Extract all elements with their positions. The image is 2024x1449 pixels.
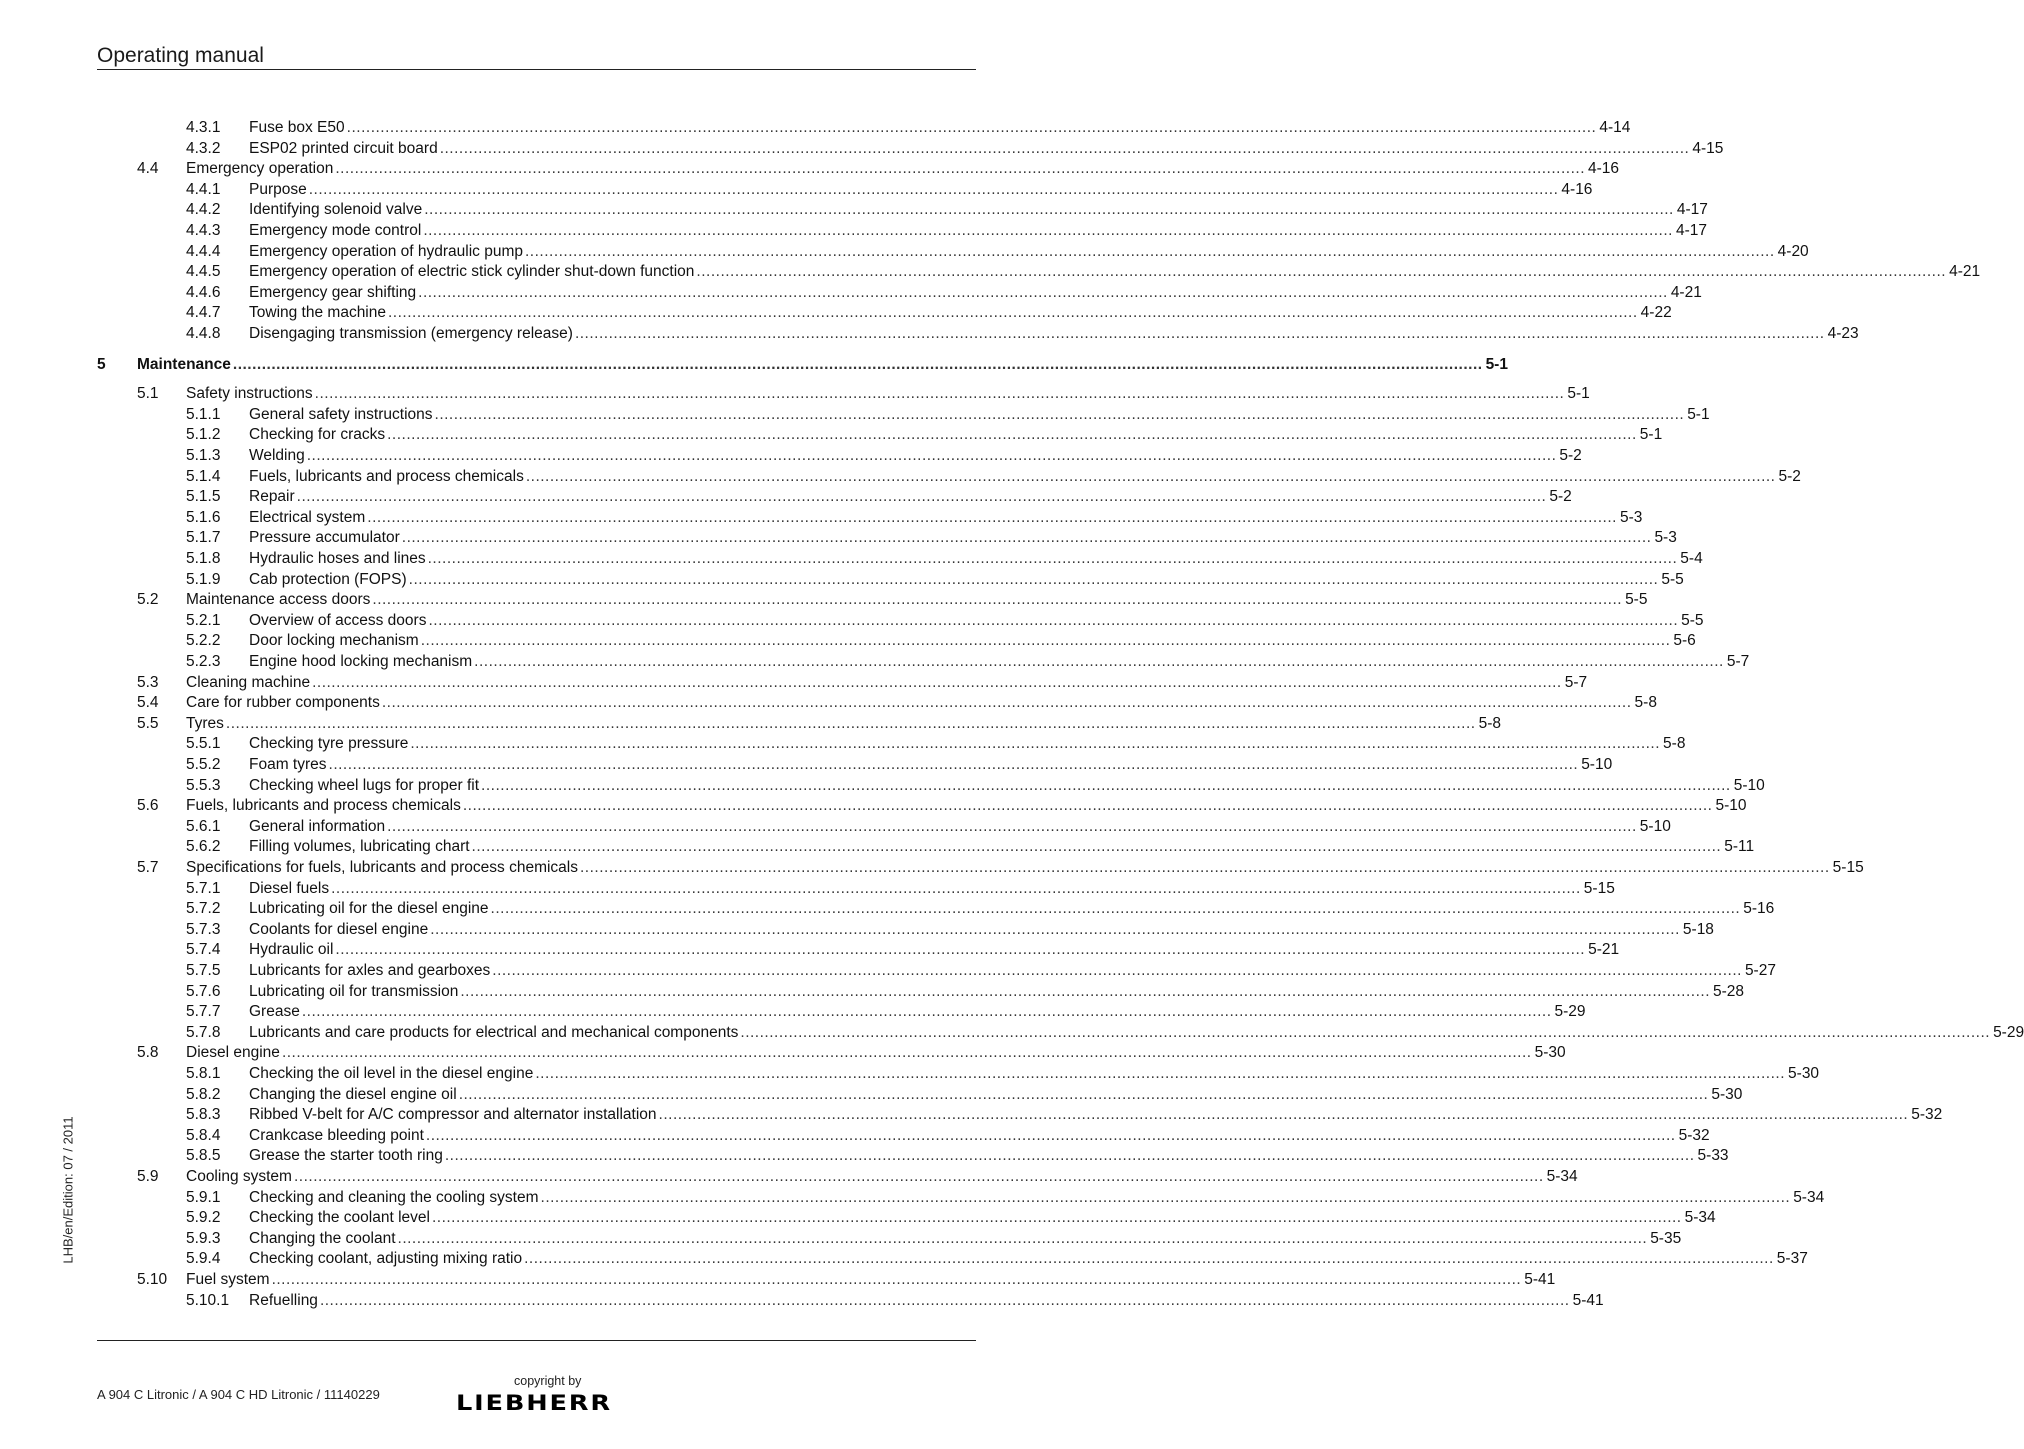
toc-subsection-entry	[0, 652, 1750, 672]
toc-dot-leader: ....................................................................................................................................................................................................................................................................	[580, 859, 1830, 876]
toc-entry-title: Lubricating oil for transmission	[249, 982, 459, 1000]
toc-entry-title: Emergency operation of electric stick cylinder shut-down function	[249, 263, 695, 281]
toc-entry-page: 5-3	[1654, 529, 1677, 547]
toc-section-entry	[0, 1167, 1578, 1187]
toc-dot-leader: ....................................................................................................................................................................................................................................................................	[418, 283, 1668, 301]
toc-subsection-entry	[0, 734, 1686, 754]
toc-subsection-entry	[0, 1105, 1943, 1125]
toc-section-entry	[0, 693, 1657, 713]
toc-entry-number: 5.6.2	[186, 838, 221, 856]
toc-dot-leader: ....................................................................................................................................................................................................................................................................	[423, 222, 1673, 239]
toc-subsection-entry	[0, 961, 1776, 981]
toc-entry-number: 5.1.6	[186, 508, 221, 526]
toc-subsection-entry	[0, 180, 1593, 200]
toc-subsection-entry	[0, 982, 1745, 1002]
toc-dot-leader: ....................................................................................................................................................................................................................................................................	[314, 385, 1565, 403]
toc-entry-number: 5.8.4	[186, 1126, 221, 1144]
toc-dot-leader: ....................................................................................................................................................................................................................................................................	[439, 139, 1690, 157]
toc-entry-title: Crankcase bleeding point	[249, 1126, 424, 1144]
toc-dot-leader: ....................................................................................................................................................................................................................................................................	[425, 1126, 1676, 1144]
toc-subsection-entry	[0, 405, 1710, 425]
toc-entry-title: Hydraulic hoses and lines	[249, 550, 426, 567]
toc-entry-title: Emergency mode control	[249, 222, 422, 239]
toc-entry-page: 5-34	[1546, 1168, 1578, 1185]
toc-section-entry	[0, 714, 1501, 734]
toc-entry-title: General safety instructions	[249, 405, 433, 423]
toc-entry-page: 5-21	[1588, 941, 1620, 959]
toc-subsection-entry	[0, 1023, 2024, 1043]
toc-subsection-entry	[0, 1188, 1825, 1208]
toc-entry-page: 5-32	[1678, 1126, 1710, 1144]
toc-entry-title: Diesel engine	[186, 1044, 280, 1062]
toc-subsection-entry	[0, 1064, 1820, 1084]
toc-entry-title: Fuels, lubricants and process chemicals	[186, 797, 461, 815]
toc-entry-title: Welding	[249, 447, 305, 464]
toc-dot-leader: ....................................................................................................................................................................................................................................................................	[444, 1147, 1695, 1165]
toc-section-entry	[0, 1043, 1566, 1063]
toc-entry-page: 5-10	[1715, 797, 1747, 815]
toc-dot-leader: ....................................................................................................................................................................................................................................................................	[540, 1188, 1791, 1206]
toc-entry-number: 4.4.6	[186, 283, 221, 301]
toc-dot-leader: ....................................................................................................................................................................................................................................................................	[397, 1229, 1648, 1247]
toc-entry-page: 5-1	[1639, 426, 1663, 444]
toc-entry-page: 5-7	[1726, 653, 1750, 670]
toc-dot-leader: ....................................................................................................................................................................................................................................................................	[471, 838, 1722, 856]
toc-entry-page: 5-41	[1524, 1271, 1556, 1288]
toc-entry-page: 5-30	[1788, 1065, 1820, 1082]
toc-entry-page: 5-8	[1663, 735, 1686, 753]
toc-subsection-entry	[0, 425, 1663, 445]
toc-entry-page: 5-30	[1534, 1044, 1566, 1062]
toc-entry-page: 4-21	[1670, 283, 1702, 301]
toc-entry-number: 5.1.9	[186, 570, 221, 588]
toc-subsection-entry	[0, 1126, 1710, 1146]
toc-dot-leader: ....................................................................................................................................................................................................................................................................	[460, 982, 1711, 1000]
toc-entry-page: 4-16	[1588, 160, 1620, 178]
toc-entry-title: Ribbed V-belt for A/C compressor and alternator installation	[249, 1106, 657, 1124]
toc-subsection-entry	[0, 118, 1631, 138]
toc-entry-title: Purpose	[249, 180, 307, 198]
toc-entry-title: Fuel system	[186, 1271, 270, 1288]
toc-entry-page: 5-6	[1673, 632, 1696, 650]
toc-entry-title: Refuelling	[249, 1291, 318, 1309]
toc-entry-title: Checking and cleaning the cooling system	[249, 1188, 539, 1206]
toc-section-entry	[0, 384, 1590, 404]
toc-entry-number: 5.1.4	[186, 467, 221, 485]
toc-entry-number: 5.2.3	[186, 653, 221, 670]
toc-entry-title: Checking wheel lugs for proper fit	[249, 776, 480, 794]
toc-entry-title: Fuse box E50	[249, 119, 345, 136]
toc-subsection-entry	[0, 467, 1801, 487]
toc-entry-page: 5-30	[1711, 1085, 1743, 1103]
toc-dot-leader: ....................................................................................................................................................................................................................................................................	[271, 1271, 1522, 1288]
toc-entry-title: Foam tyres	[249, 756, 327, 773]
toc-entry-title: Repair	[249, 488, 295, 506]
toc-entry-page: 5-15	[1832, 859, 1864, 876]
toc-entry-number: 5.1	[137, 385, 159, 403]
toc-entry-number: 5.6	[137, 797, 159, 815]
toc-entry-number: 5.2.2	[186, 632, 221, 650]
toc-entry-title: Engine hood locking mechanism	[249, 653, 473, 670]
toc-dot-leader: ....................................................................................................................................................................................................................................................................	[424, 201, 1674, 219]
toc-dot-leader: ....................................................................................................................................................................................................................................................................	[408, 570, 1659, 588]
toc-subsection-entry	[0, 611, 1704, 631]
toc-entry-title: Cooling system	[186, 1168, 292, 1185]
toc-entry-page: 5-10	[1639, 817, 1671, 835]
toc-entry-page: 5-8	[1634, 694, 1657, 712]
toc-subsection-entry	[0, 283, 1702, 303]
toc-entry-page: 5-35	[1650, 1229, 1682, 1247]
toc-entry-title: Maintenance access doors	[186, 591, 371, 609]
toc-subsection-entry	[0, 324, 1859, 344]
liebherr-logo: LIEBHERR	[456, 1391, 612, 1415]
page-header-title: Operating manual	[97, 44, 264, 67]
toc-dot-leader: ....................................................................................................................................................................................................................................................................	[335, 941, 1586, 959]
toc-subsection-entry	[0, 1085, 1743, 1105]
toc-dot-leader: ....................................................................................................................................................................................................................................................................	[331, 879, 1581, 897]
toc-dot-leader: ....................................................................................................................................................................................................................................................................	[481, 776, 1731, 794]
toc-entry-number: 5.1.3	[186, 447, 221, 464]
toc-dot-leader: ....................................................................................................................................................................................................................................................................	[410, 735, 1661, 753]
toc-section-entry	[0, 858, 1864, 878]
toc-section-entry	[0, 590, 1648, 610]
toc-dot-leader: ....................................................................................................................................................................................................................................................................	[740, 1023, 1991, 1041]
toc-entry-page: 5-5	[1661, 570, 1684, 588]
toc-dot-leader: ....................................................................................................................................................................................................................................................................	[312, 673, 1562, 691]
toc-entry-number: 5.5.3	[186, 776, 221, 794]
toc-entry-page: 5-41	[1572, 1291, 1604, 1309]
toc-dot-leader: ....................................................................................................................................................................................................................................................................	[427, 550, 1678, 567]
toc-dot-leader: ....................................................................................................................................................................................................................................................................	[490, 900, 1741, 918]
toc-entry-number: 4.3.2	[186, 139, 221, 157]
toc-entry-page: 5-33	[1697, 1147, 1729, 1165]
toc-entry-number: 5.5	[137, 714, 159, 732]
toc-entry-page: 5-4	[1680, 550, 1703, 567]
toc-entry-number: 4.4.8	[186, 325, 221, 342]
toc-section-entry	[0, 159, 1620, 179]
toc-entry-number: 5.9.1	[186, 1188, 221, 1206]
toc-entry-number: 5.8.2	[186, 1085, 221, 1103]
toc-dot-leader: ....................................................................................................................................................................................................................................................................	[525, 467, 1776, 485]
toc-entry-title: Checking tyre pressure	[249, 735, 409, 753]
toc-entry-title: General information	[249, 817, 386, 835]
toc-entry-title: Towing the machine	[249, 304, 386, 322]
toc-entry-number: 5.5.2	[186, 756, 221, 773]
toc-dot-leader: ....................................................................................................................................................................................................................................................................	[293, 1168, 1544, 1185]
toc-subsection-entry	[0, 1249, 1808, 1269]
toc-entry-number: 5.7.1	[186, 879, 221, 897]
toc-subsection-entry	[0, 570, 1684, 590]
toc-dot-leader: ....................................................................................................................................................................................................................................................................	[535, 1065, 1786, 1082]
toc-entry-page: 4-23	[1827, 325, 1859, 342]
toc-entry-title: Filling volumes, lubricating chart	[249, 838, 470, 856]
toc-entry-page: 4-16	[1561, 180, 1593, 198]
toc-entry-title: Disengaging transmission (emergency release)	[249, 325, 573, 342]
toc-entry-page: 5-34	[1684, 1209, 1716, 1227]
toc-entry-title: Grease	[249, 1003, 300, 1021]
toc-entry-page: 4-17	[1676, 201, 1708, 219]
toc-entry-page: 5-1	[1485, 355, 1508, 373]
toc-entry-page: 5-27	[1744, 962, 1776, 979]
toc-dot-leader: ....................................................................................................................................................................................................................................................................	[387, 426, 1637, 444]
toc-entry-number: 5.9.4	[186, 1250, 221, 1268]
toc-entry-page: 5-10	[1733, 776, 1765, 794]
toc-entry-title: Checking the coolant level	[249, 1209, 430, 1227]
toc-entry-page: 4-15	[1692, 139, 1724, 157]
toc-dot-leader: ....................................................................................................................................................................................................................................................................	[388, 304, 1638, 322]
toc-entry-page: 5-37	[1776, 1250, 1808, 1268]
toc-subsection-entry	[0, 940, 1620, 960]
toc-entry-page: 5-3	[1619, 508, 1643, 526]
toc-subsection-entry	[0, 528, 1677, 548]
toc-subsection-entry	[0, 879, 1615, 899]
toc-subsection-entry	[0, 221, 1708, 241]
toc-entry-number: 5.1.1	[186, 405, 221, 423]
toc-entry-title: Care for rubber components	[186, 694, 380, 712]
toc-subsection-entry	[0, 200, 1708, 220]
toc-entry-number: 5.1.2	[186, 426, 221, 444]
toc-dot-leader: ....................................................................................................................................................................................................................................................................	[387, 817, 1637, 835]
toc-entry-number: 5.6.1	[186, 817, 221, 835]
toc-subsection-entry	[0, 817, 1671, 837]
toc-entry-number: 5.2	[137, 591, 159, 609]
toc-subsection-entry	[0, 899, 1775, 919]
toc-dot-leader: ....................................................................................................................................................................................................................................................................	[225, 714, 1476, 732]
toc-entry-title: Coolants for diesel engine	[249, 920, 429, 938]
toc-entry-page: 5-29	[1993, 1023, 2024, 1041]
toc-entry-number: 4.4.5	[186, 263, 221, 281]
toc-subsection-entry	[0, 1002, 1586, 1022]
toc-dot-leader: ....................................................................................................................................................................................................................................................................	[346, 119, 1597, 136]
toc-entry-page: 4-14	[1599, 119, 1631, 136]
toc-entry-number: 5.1.8	[186, 550, 221, 567]
toc-entry-number: 5.7.5	[186, 962, 221, 979]
toc-entry-page: 5-8	[1478, 714, 1501, 732]
footer-divider	[97, 1340, 976, 1341]
toc-entry-number: 5.7.7	[186, 1003, 221, 1021]
toc-subsection-entry	[0, 549, 1703, 569]
toc-entry-page: 5-1	[1567, 385, 1590, 403]
toc-entry-page: 5-16	[1743, 900, 1775, 918]
toc-entry-title: Identifying solenoid valve	[249, 201, 423, 219]
toc-subsection-entry	[0, 1291, 1604, 1311]
toc-entry-number: 5.8	[137, 1044, 159, 1062]
toc-subsection-entry	[0, 242, 1809, 262]
toc-entry-page: 4-22	[1640, 304, 1672, 322]
toc-entry-title: Specifications for fuels, lubricants and process chemicals	[186, 859, 578, 876]
document-identifier: A 904 C Litronic / A 904 C HD Litronic / 11140229	[97, 1387, 380, 1402]
toc-dot-leader: ....................................................................................................................................................................................................................................................................	[696, 263, 1947, 281]
toc-entry-title: Emergency operation	[186, 160, 334, 178]
toc-entry-title: Cab protection (FOPS)	[249, 570, 407, 588]
toc-subsection-entry	[0, 487, 1572, 507]
toc-dot-leader: ....................................................................................................................................................................................................................................................................	[372, 591, 1623, 609]
copyright-label: copyright by	[514, 1374, 582, 1388]
toc-entry-page: 5-2	[1559, 447, 1582, 464]
toc-entry-number: 5.9.3	[186, 1229, 221, 1247]
toc-entry-page: 5-11	[1724, 838, 1755, 856]
toc-subsection-entry	[0, 262, 1981, 282]
toc-entry-title: Changing the coolant	[249, 1229, 396, 1247]
toc-dot-leader: ....................................................................................................................................................................................................................................................................	[420, 632, 1671, 650]
toc-entry-number: 5.1.5	[186, 488, 221, 506]
toc-entry-title: Checking the oil level in the diesel engine	[249, 1065, 534, 1082]
toc-dot-leader: ....................................................................................................................................................................................................................................................................	[301, 1003, 1552, 1021]
toc-entry-title: Lubricants for axles and gearboxes	[249, 962, 491, 979]
toc-entry-page: 4-21	[1949, 263, 1981, 281]
toc-entry-number: 4.4.7	[186, 304, 221, 322]
toc-entry-title: Emergency gear shifting	[249, 283, 417, 301]
toc-entry-number: 5.4	[137, 694, 159, 712]
toc-dot-leader: ....................................................................................................................................................................................................................................................................	[381, 694, 1632, 712]
toc-dot-leader: ....................................................................................................................................................................................................................................................................	[296, 488, 1547, 506]
toc-entry-number: 5.7.8	[186, 1023, 221, 1041]
toc-entry-page: 5-34	[1793, 1188, 1825, 1206]
toc-entry-page: 4-17	[1675, 222, 1708, 239]
toc-entry-number: 5.7.6	[186, 982, 221, 1000]
toc-entry-number: 4.4.2	[186, 201, 221, 219]
toc-entry-title: Pressure accumulator	[249, 529, 400, 547]
toc-dot-leader: ....................................................................................................................................................................................................................................................................	[458, 1085, 1709, 1103]
toc-entry-title: Maintenance	[137, 355, 231, 373]
toc-dot-leader: ....................................................................................................................................................................................................................................................................	[401, 529, 1652, 547]
toc-entry-title: Cleaning machine	[186, 673, 311, 691]
toc-entry-number: 5.7.3	[186, 920, 221, 938]
toc-subsection-entry	[0, 920, 1714, 940]
toc-dot-leader: ....................................................................................................................................................................................................................................................................	[328, 756, 1579, 773]
toc-entry-title: Checking for cracks	[249, 426, 386, 444]
toc-entry-page: 5-15	[1583, 879, 1615, 897]
toc-dot-leader: ....................................................................................................................................................................................................................................................................	[434, 405, 1685, 423]
toc-entry-title: Diesel fuels	[249, 879, 330, 897]
toc-chapter-entry	[0, 355, 1508, 375]
toc-dot-leader: ....................................................................................................................................................................................................................................................................	[308, 180, 1559, 198]
toc-entry-number: 5.10	[137, 1271, 168, 1288]
toc-entry-number: 5	[97, 355, 106, 373]
toc-entry-number: 4.4.4	[186, 242, 221, 260]
toc-entry-title: ESP02 printed circuit board	[249, 139, 438, 157]
toc-dot-leader: ....................................................................................................................................................................................................................................................................	[367, 508, 1617, 526]
toc-dot-leader: ....................................................................................................................................................................................................................................................................	[281, 1044, 1532, 1062]
toc-entry-title: Grease the starter tooth ring	[249, 1147, 443, 1165]
toc-entry-page: 5-7	[1564, 673, 1588, 691]
toc-subsection-entry	[0, 1208, 1716, 1228]
toc-subsection-entry	[0, 755, 1613, 775]
toc-entry-title: Lubricants and care products for electrical and mechanical components	[249, 1023, 739, 1041]
toc-dot-leader: ....................................................................................................................................................................................................................................................................	[232, 355, 1483, 373]
toc-entry-number: 5.10.1	[186, 1291, 230, 1309]
toc-entry-number: 5.8.1	[186, 1065, 221, 1082]
toc-subsection-entry	[0, 631, 1696, 651]
toc-dot-leader: ....................................................................................................................................................................................................................................................................	[319, 1291, 1570, 1309]
toc-entry-title: Overview of access doors	[249, 611, 427, 629]
toc-subsection-entry	[0, 303, 1672, 323]
toc-entry-title: Lubricating oil for the diesel engine	[249, 900, 489, 918]
toc-subsection-entry	[0, 776, 1765, 796]
toc-entry-number: 5.8.3	[186, 1106, 221, 1124]
toc-entry-page: 5-29	[1554, 1003, 1586, 1021]
toc-entry-page: 4-20	[1777, 242, 1809, 260]
toc-entry-number: 4.4.1	[186, 180, 221, 198]
toc-entry-number: 4.3.1	[186, 119, 221, 136]
toc-dot-leader: ....................................................................................................................................................................................................................................................................	[524, 242, 1775, 260]
toc-subsection-entry	[0, 446, 1582, 466]
toc-entry-page: 5-5	[1625, 591, 1648, 609]
header-divider	[97, 69, 976, 70]
toc-entry-page: 5-1	[1687, 405, 1710, 423]
toc-entry-number: 4.4.3	[186, 222, 221, 239]
toc-entry-title: Electrical system	[249, 508, 366, 526]
toc-dot-leader: ....................................................................................................................................................................................................................................................................	[462, 797, 1713, 815]
toc-dot-leader: ....................................................................................................................................................................................................................................................................	[335, 160, 1586, 178]
toc-entry-number: 5.7.4	[186, 941, 221, 959]
toc-section-entry	[0, 1270, 1556, 1290]
toc-dot-leader: ....................................................................................................................................................................................................................................................................	[474, 653, 1724, 670]
toc-entry-page: 5-2	[1778, 467, 1801, 485]
toc-entry-page: 5-28	[1713, 982, 1745, 1000]
toc-entry-title: Safety instructions	[186, 385, 313, 403]
toc-entry-number: 5.1.7	[186, 529, 221, 547]
toc-dot-leader: ....................................................................................................................................................................................................................................................................	[428, 611, 1679, 629]
toc-entry-title: Checking coolant, adjusting mixing ratio	[249, 1250, 523, 1268]
toc-entry-number: 5.7	[137, 859, 159, 876]
toc-entry-page: 5-18	[1682, 920, 1714, 938]
toc-entry-number: 5.8.5	[186, 1147, 221, 1165]
toc-dot-leader: ....................................................................................................................................................................................................................................................................	[431, 1209, 1682, 1227]
toc-entry-number: 5.9	[137, 1168, 159, 1185]
toc-entry-title: Door locking mechanism	[249, 632, 419, 650]
toc-section-entry	[0, 796, 1747, 816]
toc-entry-page: 5-10	[1581, 756, 1613, 773]
toc-dot-leader: ....................................................................................................................................................................................................................................................................	[430, 920, 1680, 938]
toc-entry-title: Tyres	[186, 714, 224, 732]
toc-entry-number: 5.3	[137, 673, 159, 691]
toc-section-entry	[0, 673, 1588, 693]
toc-entry-number: 5.7.2	[186, 900, 221, 918]
toc-subsection-entry	[0, 139, 1724, 159]
toc-dot-leader: ....................................................................................................................................................................................................................................................................	[658, 1106, 1909, 1124]
toc-entry-title: Fuels, lubricants and process chemicals	[249, 467, 524, 485]
toc-entry-title: Hydraulic oil	[249, 941, 334, 959]
toc-dot-leader: ....................................................................................................................................................................................................................................................................	[492, 962, 1742, 979]
toc-dot-leader: ....................................................................................................................................................................................................................................................................	[306, 447, 1557, 464]
toc-subsection-entry	[0, 508, 1643, 528]
toc-entry-title: Emergency operation of hydraulic pump	[249, 242, 523, 260]
toc-entry-page: 5-5	[1681, 611, 1704, 629]
toc-dot-leader: ....................................................................................................................................................................................................................................................................	[524, 1250, 1774, 1268]
toc-entry-page: 5-32	[1911, 1106, 1943, 1124]
toc-entry-number: 4.4	[137, 160, 159, 178]
toc-subsection-entry	[0, 1146, 1729, 1166]
edition-label: LHB/en/Edition: 07 / 2011	[60, 1116, 76, 1264]
toc-dot-leader: ....................................................................................................................................................................................................................................................................	[574, 325, 1825, 342]
toc-entry-page: 5-2	[1549, 488, 1572, 506]
toc-entry-number: 5.9.2	[186, 1209, 221, 1227]
toc-entry-title: Changing the diesel engine oil	[249, 1085, 457, 1103]
toc-entry-number: 5.2.1	[186, 611, 221, 629]
toc-subsection-entry	[0, 1229, 1682, 1249]
toc-subsection-entry	[0, 837, 1755, 857]
toc-entry-number: 5.5.1	[186, 735, 221, 753]
